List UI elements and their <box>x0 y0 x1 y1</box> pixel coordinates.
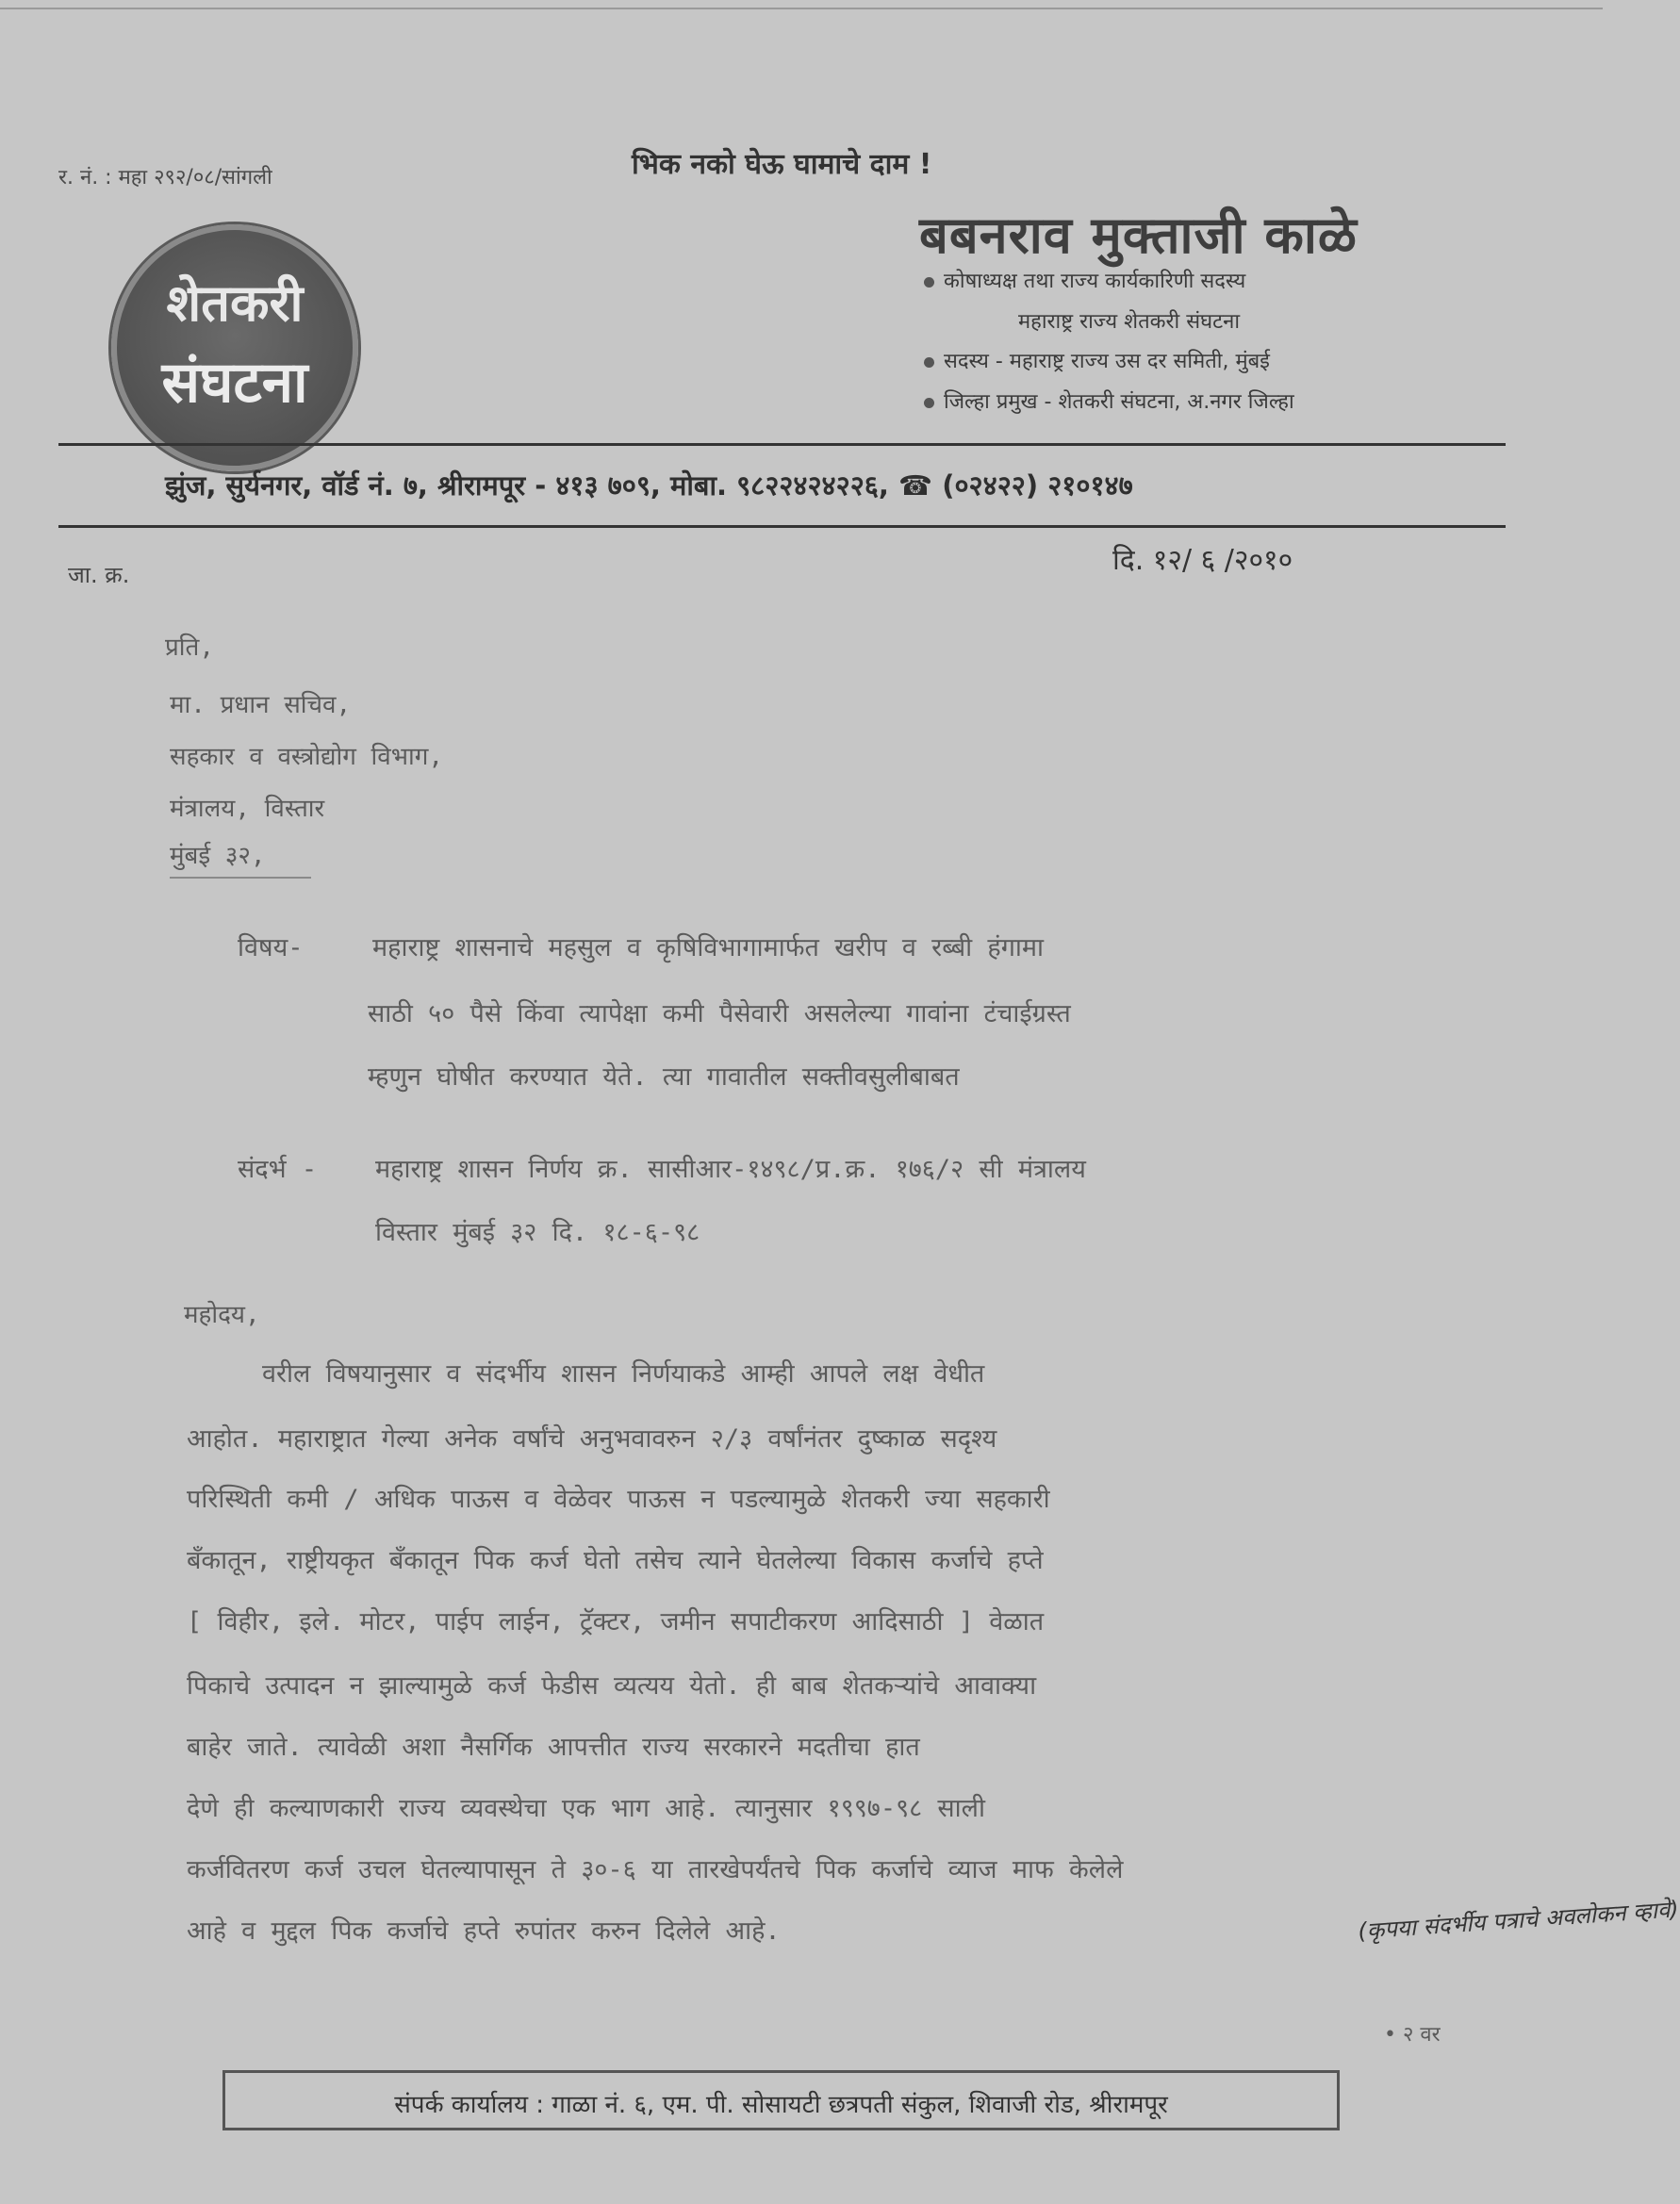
letter-date: दि. १२/ ६ /२०१० <box>1112 544 1293 577</box>
body-line: आहे व मुद्दल पिक कर्जाचे हप्ते रुपांतर करुन दिलेले आहे. <box>187 1916 781 1946</box>
footer-contact-text: संपर्क कार्यालय : गाळा नं. ६, एम. पी. सोसायटी छत्रपती संकुल, शिवाजी रोड, श्रीरामपूर <box>394 2091 1168 2119</box>
body-line: [ विहीर, इले. मोटर, पाईप लाईन, ट्रॅक्टर, जमीन सपाटीकरण आदिसाठी ] वेळात <box>187 1607 1045 1637</box>
sender-address: झुंज, सुर्यनगर, वॉर्ड नं. ७, श्रीरामपूर - ४१३ ७०९, मोबा. ९८२२४२४२२६, ☎ (०२४२२) २१०१४७ <box>165 469 1133 502</box>
role-text: सदस्य - महाराष्ट्र राज्य उस दर समिती, मुंबई <box>944 350 1270 373</box>
organization-logo <box>111 224 358 471</box>
subject-line: साठी ५० पैसे किंवा त्यापेक्षा कमी पैसेवारी असलेल्या गावांना टंचाईग्रस्त <box>368 999 1071 1028</box>
body-line: पिकाचे उत्पादन न झाल्यामुळे कर्ज फेडीस व्यत्यय येतो. ही बाब शेतकऱ्यांचे आवाक्या <box>187 1671 1037 1701</box>
recipient-line: मंत्रालय, विस्तार <box>170 795 325 823</box>
header-divider <box>58 525 1506 528</box>
sender-role <box>924 387 1294 415</box>
body-line: बॅंकातून, राष्ट्रीयकृत बँकातून पिक कर्ज घेतो तसेच त्याने घेतलेल्या विकास कर्जाचे हप्ते <box>187 1546 1044 1575</box>
recipient-line: मुंबई ३२, <box>170 842 266 870</box>
role-text: कोषाध्यक्ष तथा राज्य कार्यकारिणी सदस्य <box>944 270 1246 293</box>
recipient-line: प्रति, <box>165 633 215 662</box>
subject-label: विषय- <box>238 933 304 962</box>
reference-number-label: जा. क्र. <box>68 562 130 588</box>
sender-name: बबनराव मुक्ताजी काळे <box>919 206 1358 265</box>
slogan: भिक नको घेऊ घामाचे दाम ! <box>632 148 932 181</box>
handwritten-note: (कृपया संदर्भीय पत्राचे अवलोकन व्हावे) <box>1357 1896 1680 1945</box>
body-line: वरील विषयानुसार व संदर्भीय शासन निर्णयाकडे आम्ही आपले लक्ष वेधीत <box>262 1359 985 1389</box>
sender-role <box>924 266 1245 294</box>
body-line: आहोत. महाराष्ट्रात गेल्या अनेक वर्षांचे अनुभवावरुन २/३ वर्षांनंतर दुष्काळ सदृश्य <box>187 1424 997 1454</box>
bullet-icon <box>924 277 934 288</box>
bullet-icon <box>924 398 934 408</box>
bullet-icon <box>924 357 934 368</box>
footer-contact-box <box>222 2070 1340 2130</box>
page-continue-marker: • २ वर <box>1384 2023 1441 2047</box>
salutation: महोदय, <box>184 1301 260 1329</box>
reference-line: विस्तार मुंबई ३२ दि. १८-६-९८ <box>375 1218 700 1247</box>
header-divider <box>58 443 1506 446</box>
logo-text: शेतकरी <box>166 273 304 333</box>
reference-line: महाराष्ट्र शासन निर्णय क्र. सासीआर-१४९८/प्र.क्र. १७६/२ सी मंत्रालय <box>375 1155 1086 1184</box>
recipient-line: मा. प्रधान सचिव, <box>170 691 352 719</box>
reference-label: संदर्भ - <box>238 1155 318 1184</box>
body-line: कर्जवितरण कर्ज उचल घेतल्यापासून ते ३०-६ या तारखेपर्यंतचे पिक कर्जाचे व्याज माफ केलेले <box>187 1855 1124 1884</box>
body-line: बाहेर जाते. त्यावेळी अशा नैसर्गिक आपत्तीत राज्य सरकारने मदतीचा हात <box>187 1733 920 1762</box>
sender-role: महाराष्ट्र राज्य शेतकरी संघटना <box>1018 310 1241 334</box>
logo-text: संघटना <box>161 350 308 416</box>
body-line: परिस्थिती कमी / अधिक पाऊस व वेळेवर पाऊस न पडल्यामुळे शेतकरी ज्या सहकारी <box>187 1485 1050 1514</box>
recipient-underline <box>170 877 311 879</box>
sender-role <box>924 346 1270 374</box>
body-line: देणे ही कल्याणकारी राज्य व्यवस्थेचा एक भाग आहे. त्यानुसार १९९७-९८ साली <box>187 1794 985 1823</box>
registration-number: र. नं. : महा २९२/०८/सांगली <box>58 166 272 189</box>
page-top-border <box>0 8 1603 9</box>
subject-line: महाराष्ट्र शासनाचे महसुल व कृषिविभागामार्फत खरीप व रब्बी हंगामा <box>372 933 1045 962</box>
role-text: जिल्हा प्रमुख - शेतकरी संघटना, अ.नगर जिल्हा <box>944 390 1294 414</box>
subject-line: म्हणुन घोषीत करण्यात येते. त्या गावातील सक्तीवसुलीबाबत <box>368 1062 960 1092</box>
recipient-line: सहकार व वस्त्रोद्योग विभाग, <box>170 743 444 771</box>
